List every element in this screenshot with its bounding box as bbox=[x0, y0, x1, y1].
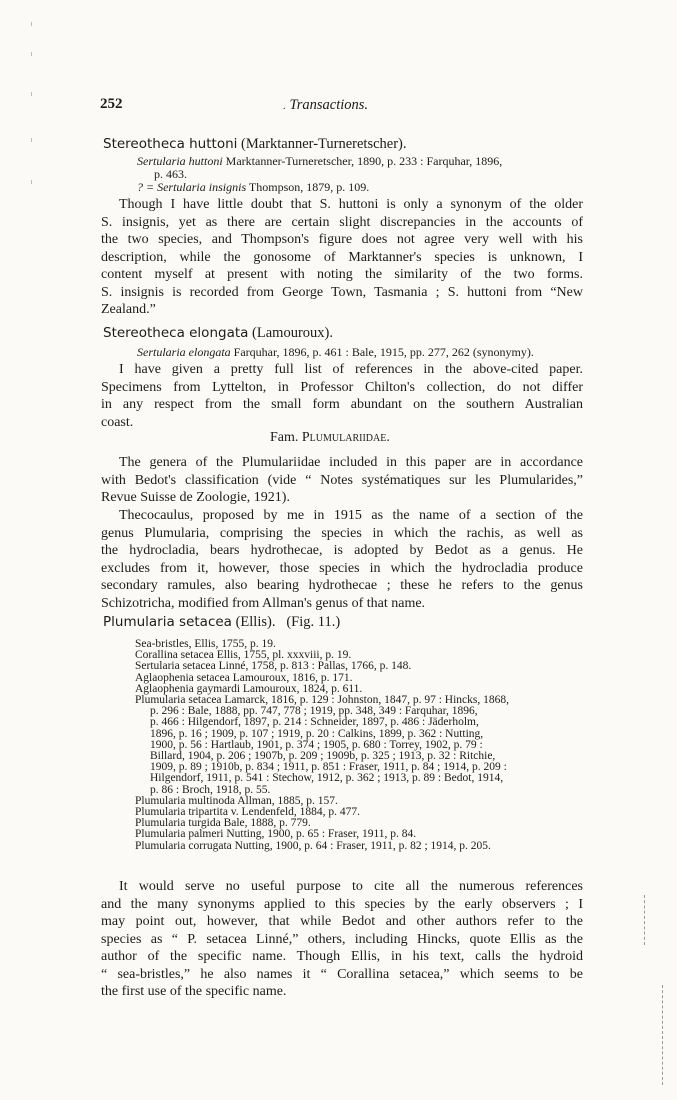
synonym-line: Corallina setacea Ellis, 1755, pl. xxxviii, p. 19. bbox=[135, 649, 352, 662]
synonym-line: Sea-bristles, Ellis, 1755, p. 19. bbox=[135, 638, 276, 650]
synonym-line: 1909, p. 89 ; 1910b, p. 834 ; 1911, p. 851 : Fraser, 1911, p. 84 ; 1914, p. 209 : bbox=[150, 761, 507, 774]
synonym-line: Sertularia setacea Linné, 1758, p. 813 : Pallas, 1766, p. 148. bbox=[135, 660, 412, 673]
family-heading: Fam. Plumulariidae. bbox=[270, 430, 390, 445]
page-number: 252 bbox=[100, 96, 123, 112]
paragraph: Thecocaulus, proposed by me in 1915 as the name of a section of the genus Plumularia, comprising the species in which the rachis, as well as the hydrocladia, bears hydrothecae, is adopted by Bedot as a genus. He excludes from it, however, those species in which the hydrocladia produce secondary ramules, also bearing hydrothecae ; these he refers to the genus Schizotricha, modified from Allman's genus of that name. bbox=[101, 508, 583, 611]
synonym-line: Hilgendorf, 1911, p. 541 : Stechow, 1912, p. 362 ; 1913, p. 89 : Bedot, 1914, bbox=[150, 772, 504, 785]
synonym-line: Plumularia tripartita v. Lendenfeld, 1884, p. 477. bbox=[135, 806, 361, 819]
synonym-line: ? = Sertularia insignis Thompson, 1879, p. 109. bbox=[137, 180, 370, 194]
synonym-line: p. 86 : Broch, 1918, p. 55. bbox=[150, 783, 271, 796]
paragraph: It would serve no useful purpose to cite all the numerous references and the many synonyms applied to this species by the early observers ; I may point out, however, that while Bedot and other authors refer to the species as “ P. setacea Linné,” others, including Hincks, quote Ellis as the author of the specific name. Though Ellis, in his text, calls the hydroid “ sea-bristles,” he also names it “ Corallina setacea,” which seems to be the first use of the specific name. bbox=[101, 879, 583, 999]
synonymy-list bbox=[135, 639, 509, 852]
species-heading: Plumularia setacea (Ellis). (Fig. 11.) bbox=[103, 614, 341, 630]
margin-scan-mark bbox=[644, 895, 645, 945]
synonym-line: p. 463. bbox=[154, 167, 187, 181]
synonym-line: Sertularia huttoni Marktanner-Turneretscher, 1890, p. 233 : Farquhar, 1896, bbox=[137, 154, 503, 168]
synonym-line: Aglaophenia gaymardi Lamouroux, 1824, p. 611. bbox=[135, 682, 363, 695]
margin-tick bbox=[31, 52, 32, 56]
species-heading: Stereotheca elongata (Lamouroux). bbox=[103, 325, 333, 341]
synonym-line: Plumularia palmeri Nutting, 1900, p. 65 : Fraser, 1911, p. 84. bbox=[135, 828, 417, 841]
synonym-line: Plumularia setacea Lamarck, 1816, p. 129 : Johnston, 1847, p. 97 : Hincks, 1868, bbox=[135, 694, 510, 707]
paragraph: The genera of the Plumulariidae included in this paper are in accordance with Bedot's classification (vide “ Notes systématiques sur les Plumularides,” Revue Suisse de Zoologie, 1921). bbox=[101, 455, 583, 505]
paragraph: Though I have little doubt that S. huttoni is only a synonym of the older S. insignis, yet as there are certain slight discrepancies in the accounts of the two species, and Thompson's figure does not agree very well with his description, while the gonosome of Marktanner's species is unknown, I content myself at present with noting the similarity of the two forms. S. insignis is recorded from George Town, Tasmania ; S. huttoni from “New Zealand.” bbox=[101, 197, 583, 317]
synonym-line: 1896, p. 16 ; 1909, p. 107 ; 1919, p. 20 : Calkins, 1899, p. 362 : Nutting, bbox=[150, 727, 484, 740]
margin-tick bbox=[31, 92, 32, 96]
paragraph: I have given a pretty full list of references in the above-cited paper. Specimens from Lyttelton, in Professor Chilton's collection, do not differ in any respect from the small form abundant on the southern Australian coast. bbox=[101, 362, 583, 430]
synonym-line: Billard, 1904, p. 206 ; 1907b, p. 209 ; 1909b, p. 325 ; 1913, p. 32 : Ritchie, bbox=[150, 750, 496, 763]
running-head: . Transactions. bbox=[283, 97, 369, 113]
synonym-line: Aglaophenia setacea Lamouroux, 1816, p. 171. bbox=[135, 671, 353, 684]
synonym-line: Sertularia elongata Farquhar, 1896, p. 461 : Bale, 1915, pp. 277, 262 (synonymy). bbox=[137, 345, 534, 359]
synonym-line: Plumularia corrugata Nutting, 1900, p. 64 : Fraser, 1911, p. 82 ; 1914, p. 205. bbox=[135, 839, 491, 852]
margin-scan-mark bbox=[662, 985, 663, 1085]
margin-tick bbox=[31, 138, 32, 142]
synonym-line: p. 466 : Hilgendorf, 1897, p. 214 : Schneider, 1897, p. 486 : Jäderholm, bbox=[150, 716, 479, 729]
synonym-line: Plumularia turgida Bale, 1888, p. 779. bbox=[135, 817, 311, 830]
synonym-line: Plumularia multinoda Allman, 1885, p. 157. bbox=[135, 794, 338, 807]
margin-tick bbox=[31, 22, 32, 26]
synonym-line: 1900, p. 56 : Hartlaub, 1901, p. 374 ; 1905, p. 680 : Torrey, 1902, p. 79 : bbox=[150, 738, 483, 751]
margin-tick bbox=[31, 180, 32, 184]
synonym-line: p. 296 : Bale, 1888, pp. 747, 778 ; 1919, pp. 348, 349 : Farquhar, 1896, bbox=[150, 705, 478, 718]
species-heading: Stereotheca huttoni (Marktanner-Turneretscher). bbox=[103, 136, 407, 152]
